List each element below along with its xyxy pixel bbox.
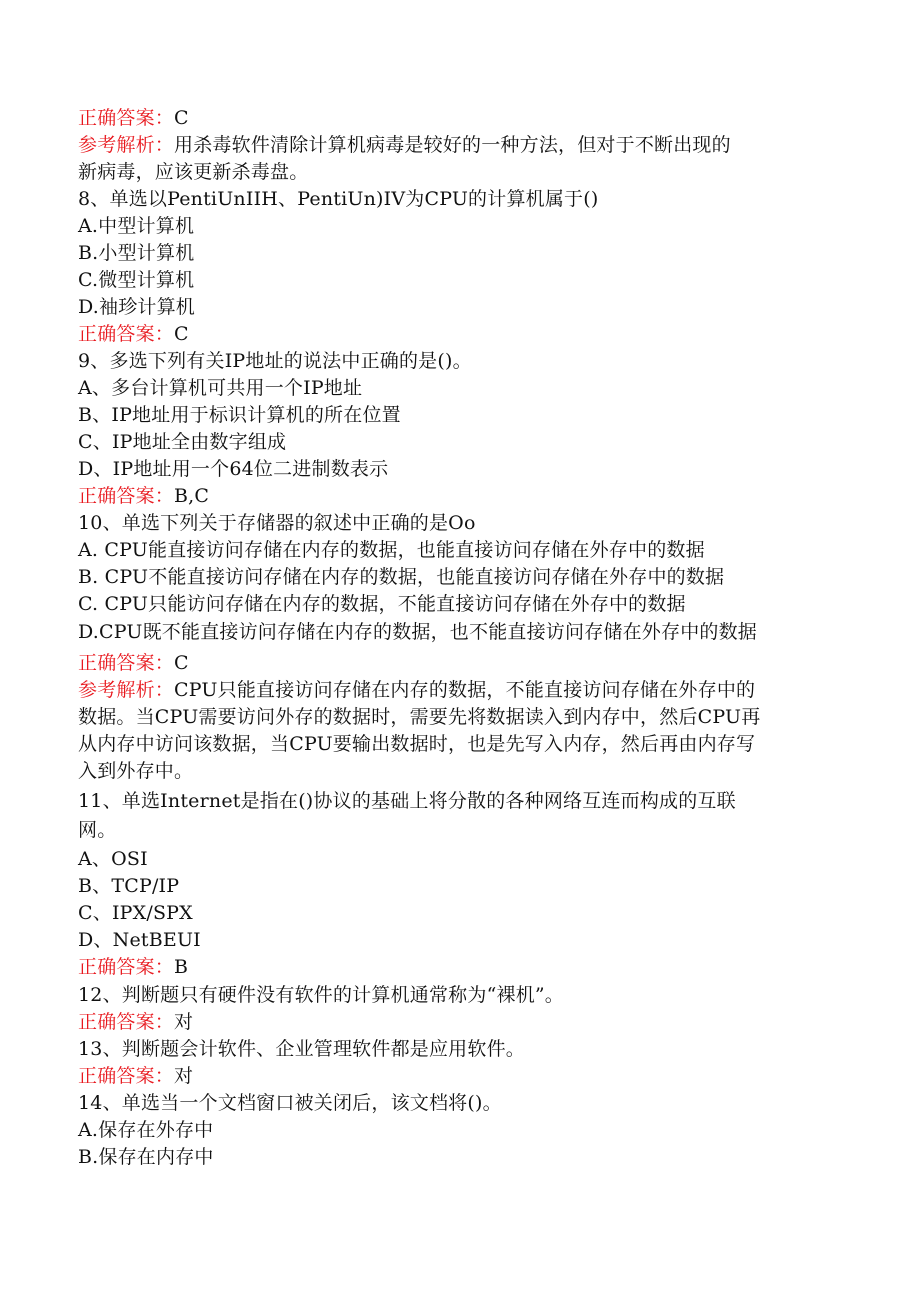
answer-label: 正确答案： xyxy=(78,1065,175,1087)
answer-label: 正确答案： xyxy=(78,323,175,345)
answer-value: 对 xyxy=(174,1065,194,1087)
question-13: 13、判断题会计软件、企业管理软件都是应用软件。 xyxy=(78,1038,525,1060)
question-11: 11、单选Internet是指在()协议的基础上将分散的各种网络互连而构成的互联 xyxy=(78,790,736,812)
explanation-line xyxy=(78,132,731,158)
answer-label: 正确答案： xyxy=(78,956,175,978)
answer-line xyxy=(78,650,189,676)
answer-label: 正确答案： xyxy=(78,1011,175,1033)
explanation-label: 参考解析： xyxy=(78,134,175,156)
text-line: 数据。当CPU需要访问外存的数据时，需要先将数据读入到内存中，然后CPU再 xyxy=(78,706,761,728)
answer-value: C xyxy=(174,323,189,345)
option-line: B、IP地址用于标识计算机的所在位置 xyxy=(78,404,401,426)
answer-line xyxy=(78,483,209,509)
option-line: C、IP地址全由数字组成 xyxy=(78,431,287,453)
answer-value: C xyxy=(174,107,189,129)
answer-value: 对 xyxy=(174,1011,194,1033)
question-12: 12、判断题只有硬件没有软件的计算机通常称为“裸机”。 xyxy=(78,984,565,1006)
option-line: D.CPU既不能直接访问存储在内存的数据，也不能直接访问存储在外存中的数据 xyxy=(78,621,757,643)
option-line: C、IPX/SPX xyxy=(78,902,193,924)
option-line: A.中型计算机 xyxy=(78,215,195,237)
text-line: 从内存中访问该数据，当CPU要输出数据时，也是先写入内存，然后再由内存写 xyxy=(78,733,756,755)
answer-label: 正确答案： xyxy=(78,652,175,674)
question-9: 9、多选下列有关IP地址的说法中正确的是()。 xyxy=(78,350,472,372)
option-line: B、TCP/IP xyxy=(78,875,180,897)
text-line: 入到外存中。 xyxy=(78,760,194,782)
option-line: A.保存在外存中 xyxy=(78,1119,214,1141)
question-14: 14、单选当一个文档窗口被关闭后，该文档将()。 xyxy=(78,1092,502,1114)
text-line: 网。 xyxy=(78,819,117,841)
explanation-label: 参考解析： xyxy=(78,679,175,701)
option-line: A、多台计算机可共用一个IP地址 xyxy=(78,377,363,399)
answer-value: C xyxy=(174,652,189,674)
answer-line xyxy=(78,954,188,980)
option-line: C.微型计算机 xyxy=(78,269,195,291)
option-line: B.保存在内存中 xyxy=(78,1146,214,1168)
question-8: 8、单选以PentiUnIIH、PentiUn)IV为CPU的计算机属于() xyxy=(78,188,599,210)
option-line: B. CPU不能直接访问存储在内存的数据，也能直接访问存储在外存中的数据 xyxy=(78,566,725,588)
option-line: A. CPU能直接访问存储在内存的数据，也能直接访问存储在外存中的数据 xyxy=(78,539,705,561)
answer-label: 正确答案： xyxy=(78,107,175,129)
option-line: D、NetBEUI xyxy=(78,929,201,951)
answer-label: 正确答案： xyxy=(78,485,175,507)
option-line: B.小型计算机 xyxy=(78,242,195,264)
answer-line xyxy=(78,105,189,131)
text-line: 新病毒，应该更新杀毒盘。 xyxy=(78,161,309,183)
option-line: D、IP地址用一个64位二进制数表示 xyxy=(78,458,389,480)
explanation-text: CPU只能直接访问存储在内存的数据，不能直接访问存储在外存中的 xyxy=(174,679,756,701)
option-line: A、OSI xyxy=(78,848,148,870)
option-line: C. CPU只能访问存储在内存的数据，不能直接访问存储在外存中的数据 xyxy=(78,593,686,615)
answer-value: B,C xyxy=(174,485,210,507)
answer-line xyxy=(78,1063,193,1089)
answer-line xyxy=(78,1009,193,1035)
answer-value: B xyxy=(174,956,189,978)
explanation-text: 用杀毒软件清除计算机病毒是较好的一种方法，但对于不断出现的 xyxy=(174,134,731,156)
option-line: D.袖珍计算机 xyxy=(78,296,195,318)
explanation-line xyxy=(78,677,755,703)
question-10: 10、单选下列关于存储器的叙述中正确的是Oo xyxy=(78,512,476,534)
answer-line xyxy=(78,321,189,347)
